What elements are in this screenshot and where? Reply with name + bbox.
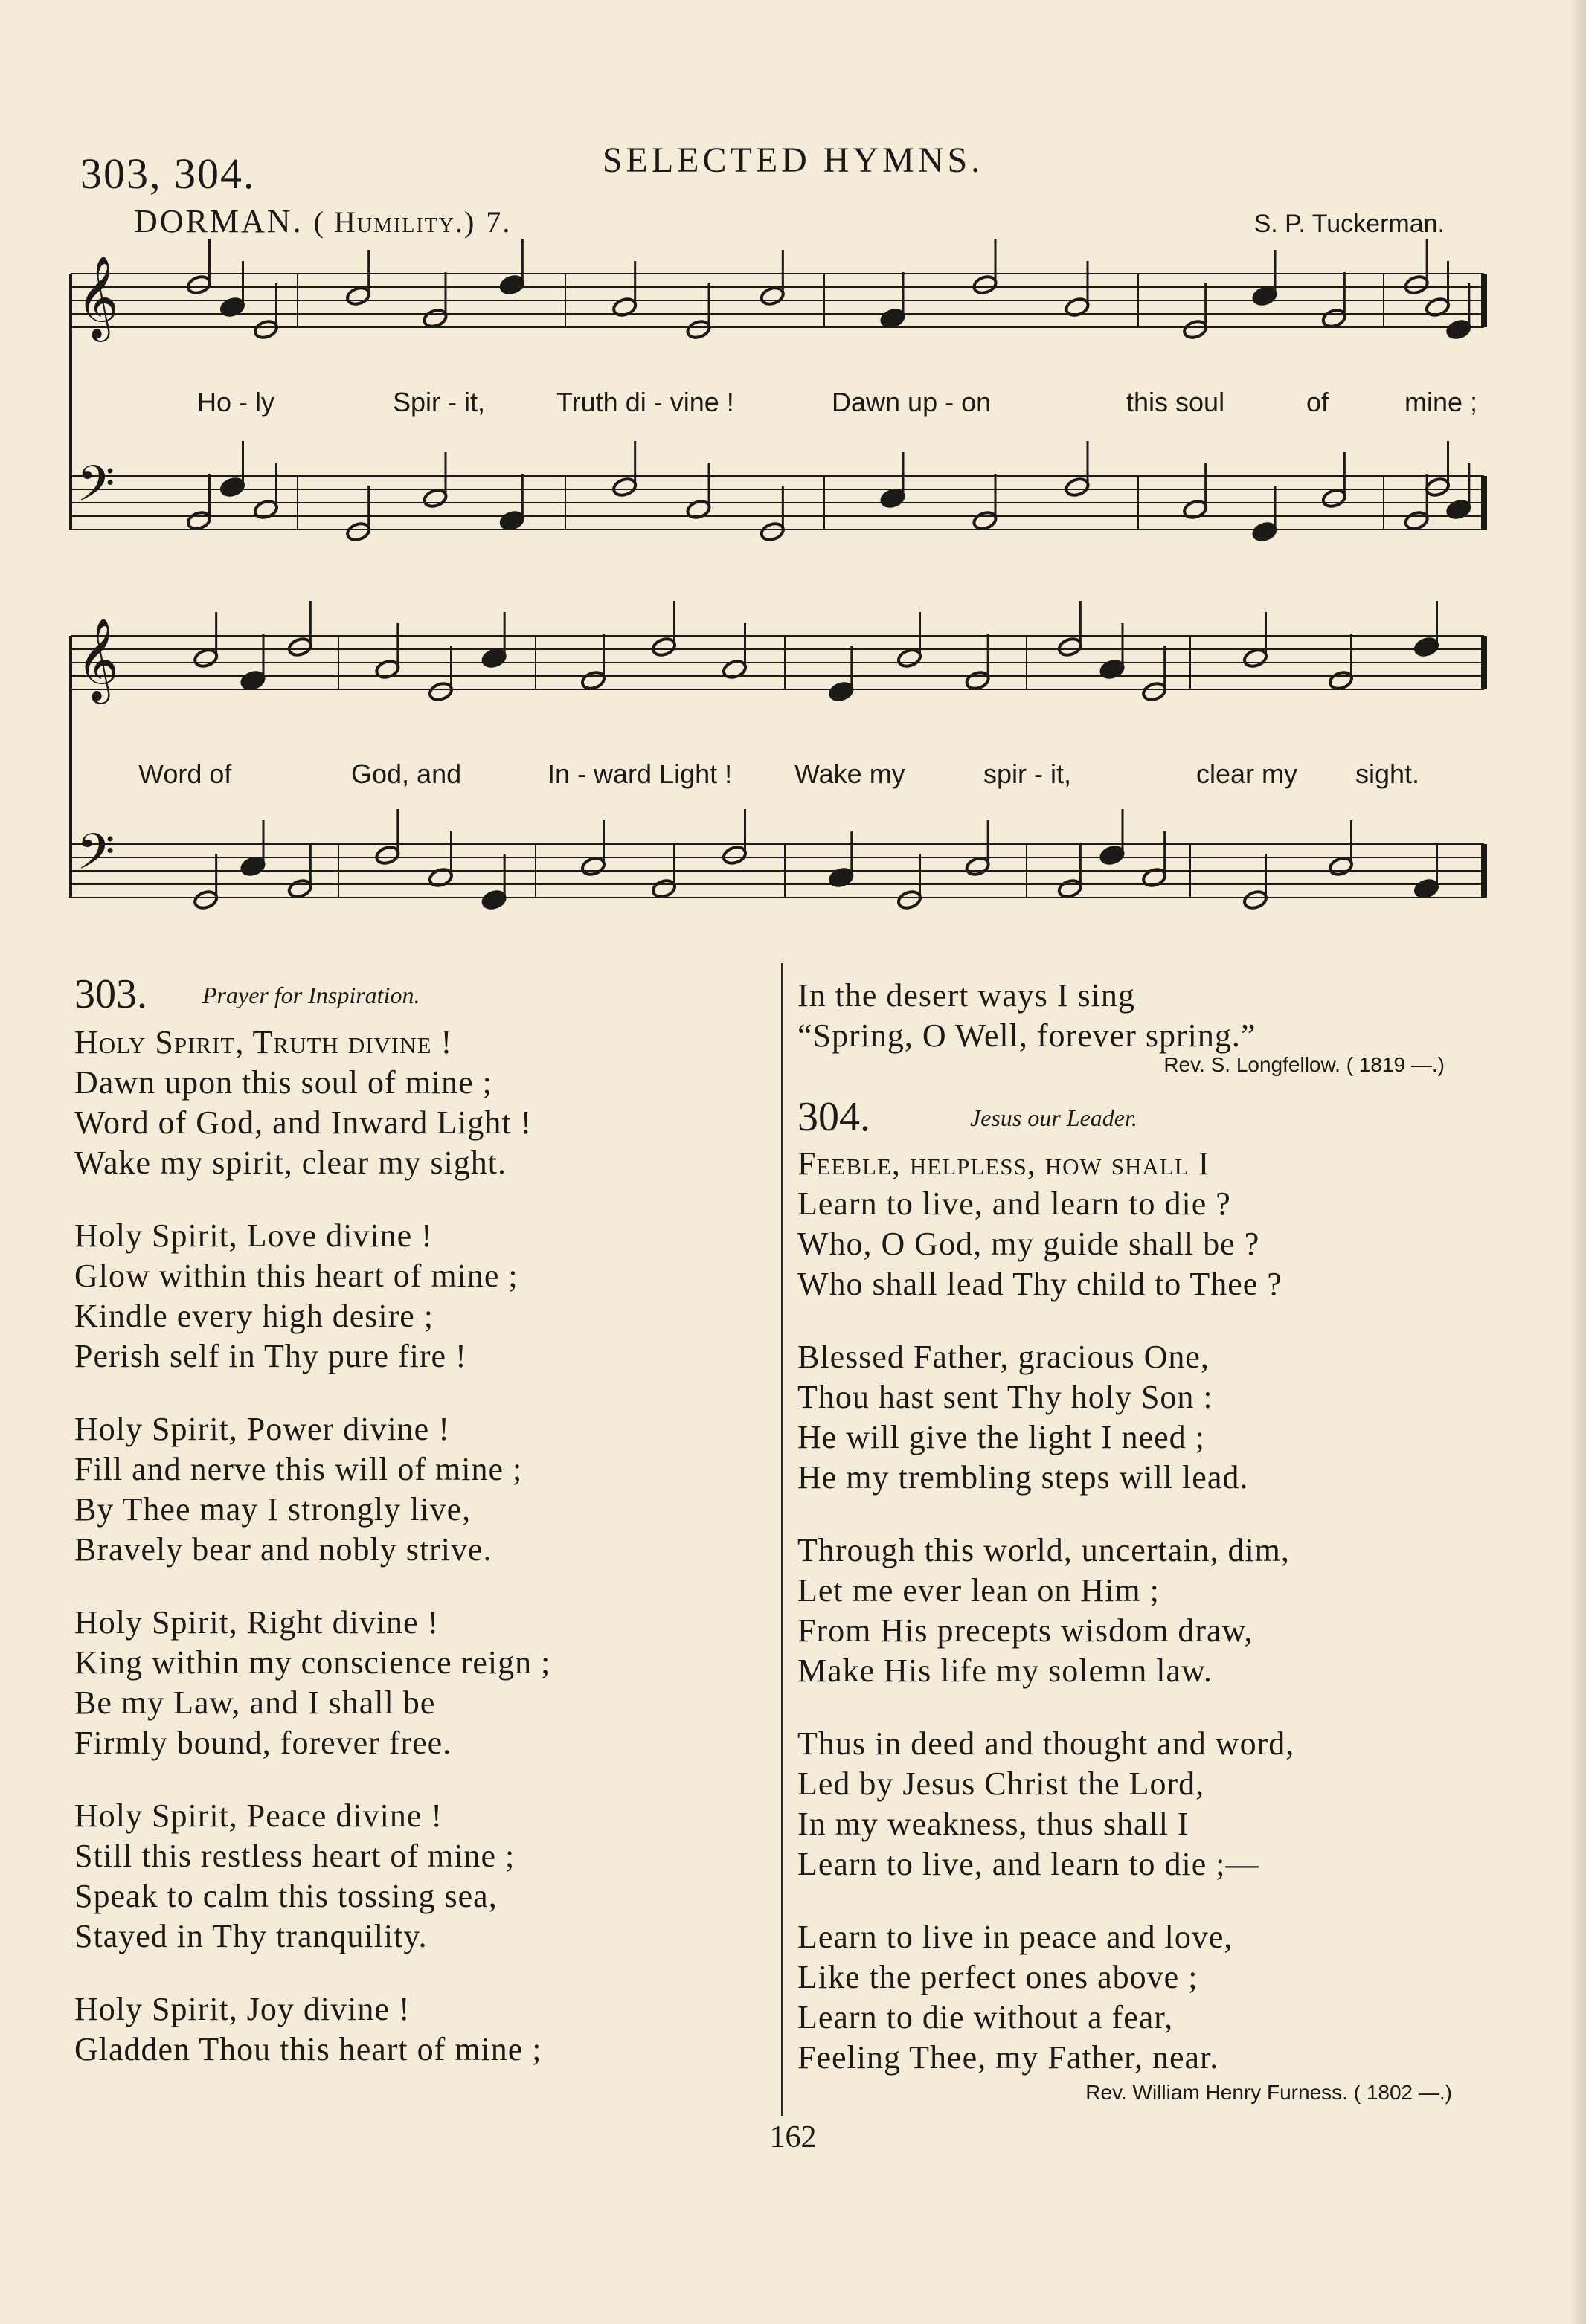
- note-head: [1404, 509, 1430, 531]
- note-head: [1321, 487, 1347, 509]
- note-head: [1251, 285, 1277, 306]
- lyric-syllable: Truth di - vine !: [556, 387, 734, 417]
- verse-line: Holy Spirit, Power divine !: [74, 1411, 450, 1447]
- stanza: [797, 1144, 1467, 1304]
- verse-line: From His precepts wisdom draw,: [797, 1612, 1253, 1649]
- verse-line: Led by Jesus Christ the Lord,: [797, 1765, 1205, 1802]
- note-head: [1182, 318, 1208, 340]
- note-head: [240, 855, 266, 877]
- verse-line: In the desert ways I sing: [797, 977, 1135, 1014]
- verse-line: Holy Spirit, Peace divine !: [74, 1797, 443, 1834]
- note-head: [1404, 274, 1430, 295]
- stanza: [74, 1796, 759, 1957]
- note-head: [722, 844, 748, 866]
- note-head: [1057, 878, 1083, 899]
- note-head: [651, 636, 677, 657]
- note-head: [1057, 636, 1083, 657]
- note-head: [1413, 636, 1439, 657]
- verse-line: Thou hast sent Thy holy Son :: [797, 1379, 1213, 1415]
- note-head: [1099, 844, 1125, 866]
- note-head: [219, 476, 245, 498]
- verse-line: Learn to live, and learn to die ?: [797, 1185, 1231, 1222]
- verse-line: King within my conscience reign ;: [74, 1644, 551, 1681]
- verse-line: Glow within this heart of mine ;: [74, 1258, 518, 1294]
- note-head: [1425, 296, 1451, 318]
- note-head: [580, 855, 606, 877]
- stanza: [74, 1603, 759, 1763]
- verse-line: He will give the light I need ;: [797, 1419, 1205, 1455]
- note-head: [879, 487, 905, 509]
- lyric-syllable: Word of: [138, 759, 232, 789]
- note-head: [1413, 878, 1439, 899]
- treble-clef: 𝄞: [77, 617, 119, 701]
- bass-clef: 𝄢: [77, 823, 115, 892]
- note-head: [1425, 476, 1451, 498]
- note-head: [374, 658, 400, 680]
- note-head: [499, 509, 525, 531]
- verse-line: “Spring, O Well, forever spring.”: [797, 1017, 1256, 1054]
- music-score: [0, 0, 1586, 967]
- note-head: [760, 285, 786, 306]
- note-head: [219, 296, 245, 318]
- lyric-syllable: Ho - ly: [197, 387, 275, 417]
- verse-line: Still this restless heart of mine ;: [74, 1838, 516, 1874]
- meter: 7.: [486, 205, 512, 239]
- verse-line: Thus in deed and thought and word,: [797, 1725, 1295, 1762]
- lyric-syllable: Spir - it,: [393, 387, 486, 417]
- hymn-number: 303.: [74, 971, 147, 1017]
- hymn-303-heading: [74, 971, 759, 1018]
- verse-line: [74, 1023, 759, 1063]
- note-head: [760, 521, 786, 542]
- lyric-syllable: God, and: [351, 759, 462, 789]
- verse-line: Word of God, and Inward Light !: [74, 1104, 533, 1141]
- verse-line: Holy Spirit, Right divine !: [74, 1604, 440, 1641]
- verse-line: Gladden Thou this heart of mine ;: [74, 2031, 542, 2067]
- verse-line: Be my Law, and I shall be: [74, 1684, 436, 1721]
- lyric-syllable: Wake my: [794, 759, 905, 789]
- note-head: [611, 296, 638, 318]
- verse-line-text: Holy Spirit, Truth divine !: [74, 1024, 453, 1060]
- verse-line: Let me ever lean on Him ;: [797, 1572, 1160, 1609]
- note-head: [580, 669, 606, 691]
- note-head: [1141, 866, 1167, 888]
- lyric-syllable: of: [1306, 387, 1329, 417]
- note-head: [345, 285, 371, 306]
- note-head: [1242, 647, 1268, 669]
- hymn-numbers: 303, 304.: [80, 149, 256, 198]
- lyric-syllable: Dawn up - on: [832, 387, 992, 417]
- note-head: [1328, 669, 1354, 691]
- verse-line: In my weakness, thus shall I: [797, 1806, 1190, 1842]
- note-head: [287, 636, 313, 657]
- verse-line: Who shall lead Thy child to Thee ?: [797, 1266, 1282, 1302]
- note-head: [345, 521, 371, 542]
- note-head: [1064, 296, 1090, 318]
- stanza: [74, 1409, 759, 1570]
- note-head: [1328, 855, 1354, 877]
- note-head: [879, 307, 905, 329]
- column-divider: [781, 963, 783, 2116]
- running-head: SELECTED HYMNS.: [602, 141, 984, 180]
- note-head: [481, 647, 507, 669]
- stanza: [797, 1917, 1467, 2078]
- hymn-title: Jesus our Leader.: [970, 1104, 1137, 1131]
- verse-line: Perish self in Thy pure fire !: [74, 1338, 467, 1374]
- right-column: [797, 976, 1467, 2105]
- note-head: [481, 889, 507, 910]
- note-head: [1141, 680, 1167, 702]
- verse-line: Holy Spirit, Love divine !: [74, 1217, 433, 1254]
- hymn-304-attribution: Rev. William Henry Furness. ( 1802 —.): [1085, 2081, 1452, 2104]
- note-head: [428, 680, 454, 702]
- note-head: [193, 647, 219, 669]
- note-head: [428, 866, 454, 888]
- lyric-syllable: sight.: [1355, 759, 1420, 789]
- stanza: [797, 1724, 1467, 1884]
- composer: S. P. Tuckerman.: [1253, 210, 1445, 238]
- treble-clef: 𝄞: [77, 255, 119, 338]
- verse-line: Stayed in Thy tranquility.: [74, 1918, 428, 1954]
- verse-line: Blessed Father, gracious One,: [797, 1339, 1210, 1375]
- note-head: [253, 318, 279, 340]
- verse-line: He my trembling steps will lead.: [797, 1459, 1249, 1496]
- verse-line: Speak to calm this tossing sea,: [74, 1878, 498, 1914]
- stanza: [797, 1530, 1467, 1691]
- stanza: [74, 1989, 759, 2070]
- note-head: [828, 680, 854, 702]
- lyric-syllable: this soul: [1126, 387, 1225, 417]
- verse-line: Kindle every high desire ;: [74, 1298, 434, 1334]
- verse-line: Learn to live, and learn to die ;—: [797, 1846, 1259, 1882]
- note-head: [828, 866, 854, 888]
- note-head: [896, 889, 922, 910]
- tune-name: DORMAN.: [134, 203, 304, 239]
- verse-line: Wake my spirit, clear my sight.: [74, 1145, 507, 1181]
- verse-line: Dawn upon this soul of mine ;: [74, 1064, 492, 1101]
- bass-clef: 𝄢: [77, 455, 115, 524]
- hymn-304-heading: [797, 1093, 1467, 1141]
- lyric-syllable: spir - it,: [983, 759, 1072, 789]
- verse-line-text: Feeble, helpless, how shall I: [797, 1145, 1210, 1182]
- lyric-syllable: clear my: [1196, 759, 1298, 789]
- lyric-syllable: mine ;: [1404, 387, 1478, 417]
- note-head: [287, 878, 313, 899]
- note-head: [896, 647, 922, 669]
- note-head: [240, 669, 266, 691]
- note-head: [374, 844, 400, 866]
- verse-line: Bravely bear and nobly strive.: [74, 1531, 492, 1568]
- verse-line: Learn to live in peace and love,: [797, 1919, 1233, 1955]
- hymn-title: Prayer for Inspiration.: [202, 982, 420, 1008]
- hymn-number: 304.: [797, 1094, 870, 1140]
- verse-line: Fill and nerve this will of mine ;: [74, 1451, 523, 1487]
- lyric-syllable: In - ward Light !: [548, 759, 733, 789]
- note-head: [193, 889, 219, 910]
- note-head: [186, 509, 212, 531]
- note-head: [965, 855, 991, 877]
- verse-line: Make His life my solemn law.: [797, 1652, 1213, 1689]
- note-head: [685, 498, 711, 520]
- tune-alt-name: ( Humility.): [313, 205, 476, 239]
- hymn-303: [74, 971, 759, 2070]
- note-head: [1251, 521, 1277, 542]
- note-head: [1321, 307, 1347, 329]
- note-head: [651, 878, 677, 899]
- note-head: [499, 274, 525, 295]
- stanza: [74, 1216, 759, 1377]
- note-head: [253, 498, 279, 520]
- note-head: [1064, 476, 1090, 498]
- note-head: [722, 658, 748, 680]
- note-head: [1099, 658, 1125, 680]
- note-head: [972, 274, 998, 295]
- stanza-continuation: [797, 976, 1467, 1056]
- verse-line: Through this world, uncertain, dim,: [797, 1532, 1290, 1568]
- verse-line: Firmly bound, forever free.: [74, 1725, 452, 1761]
- verse-line: Feeling Thee, my Father, near.: [797, 2039, 1219, 2076]
- note-head: [422, 487, 448, 509]
- note-head: [965, 669, 991, 691]
- hymn-303-attribution: Rev. S. Longfellow. ( 1819 —.): [1163, 1053, 1445, 1076]
- note-head: [186, 274, 212, 295]
- verse-line: Who, O God, my guide shall be ?: [797, 1226, 1260, 1262]
- note-head: [972, 509, 998, 531]
- note-head: [1445, 498, 1471, 520]
- stanza: [74, 1023, 759, 1183]
- verse-line: [797, 1144, 1467, 1184]
- verse-line: Holy Spirit, Joy divine !: [74, 1991, 411, 2027]
- note-head: [685, 318, 711, 340]
- verse-line: Learn to die without a fear,: [797, 1999, 1174, 2035]
- note-head: [1242, 889, 1268, 910]
- note-head: [1182, 498, 1208, 520]
- note-head: [611, 476, 638, 498]
- note-head: [422, 307, 448, 329]
- note-head: [1445, 318, 1471, 340]
- stanza: [797, 1337, 1467, 1498]
- page-number: 162: [769, 2120, 817, 2154]
- verse-line: Like the perfect ones above ;: [797, 1959, 1198, 1995]
- verse-line: By Thee may I strongly live,: [74, 1491, 472, 1528]
